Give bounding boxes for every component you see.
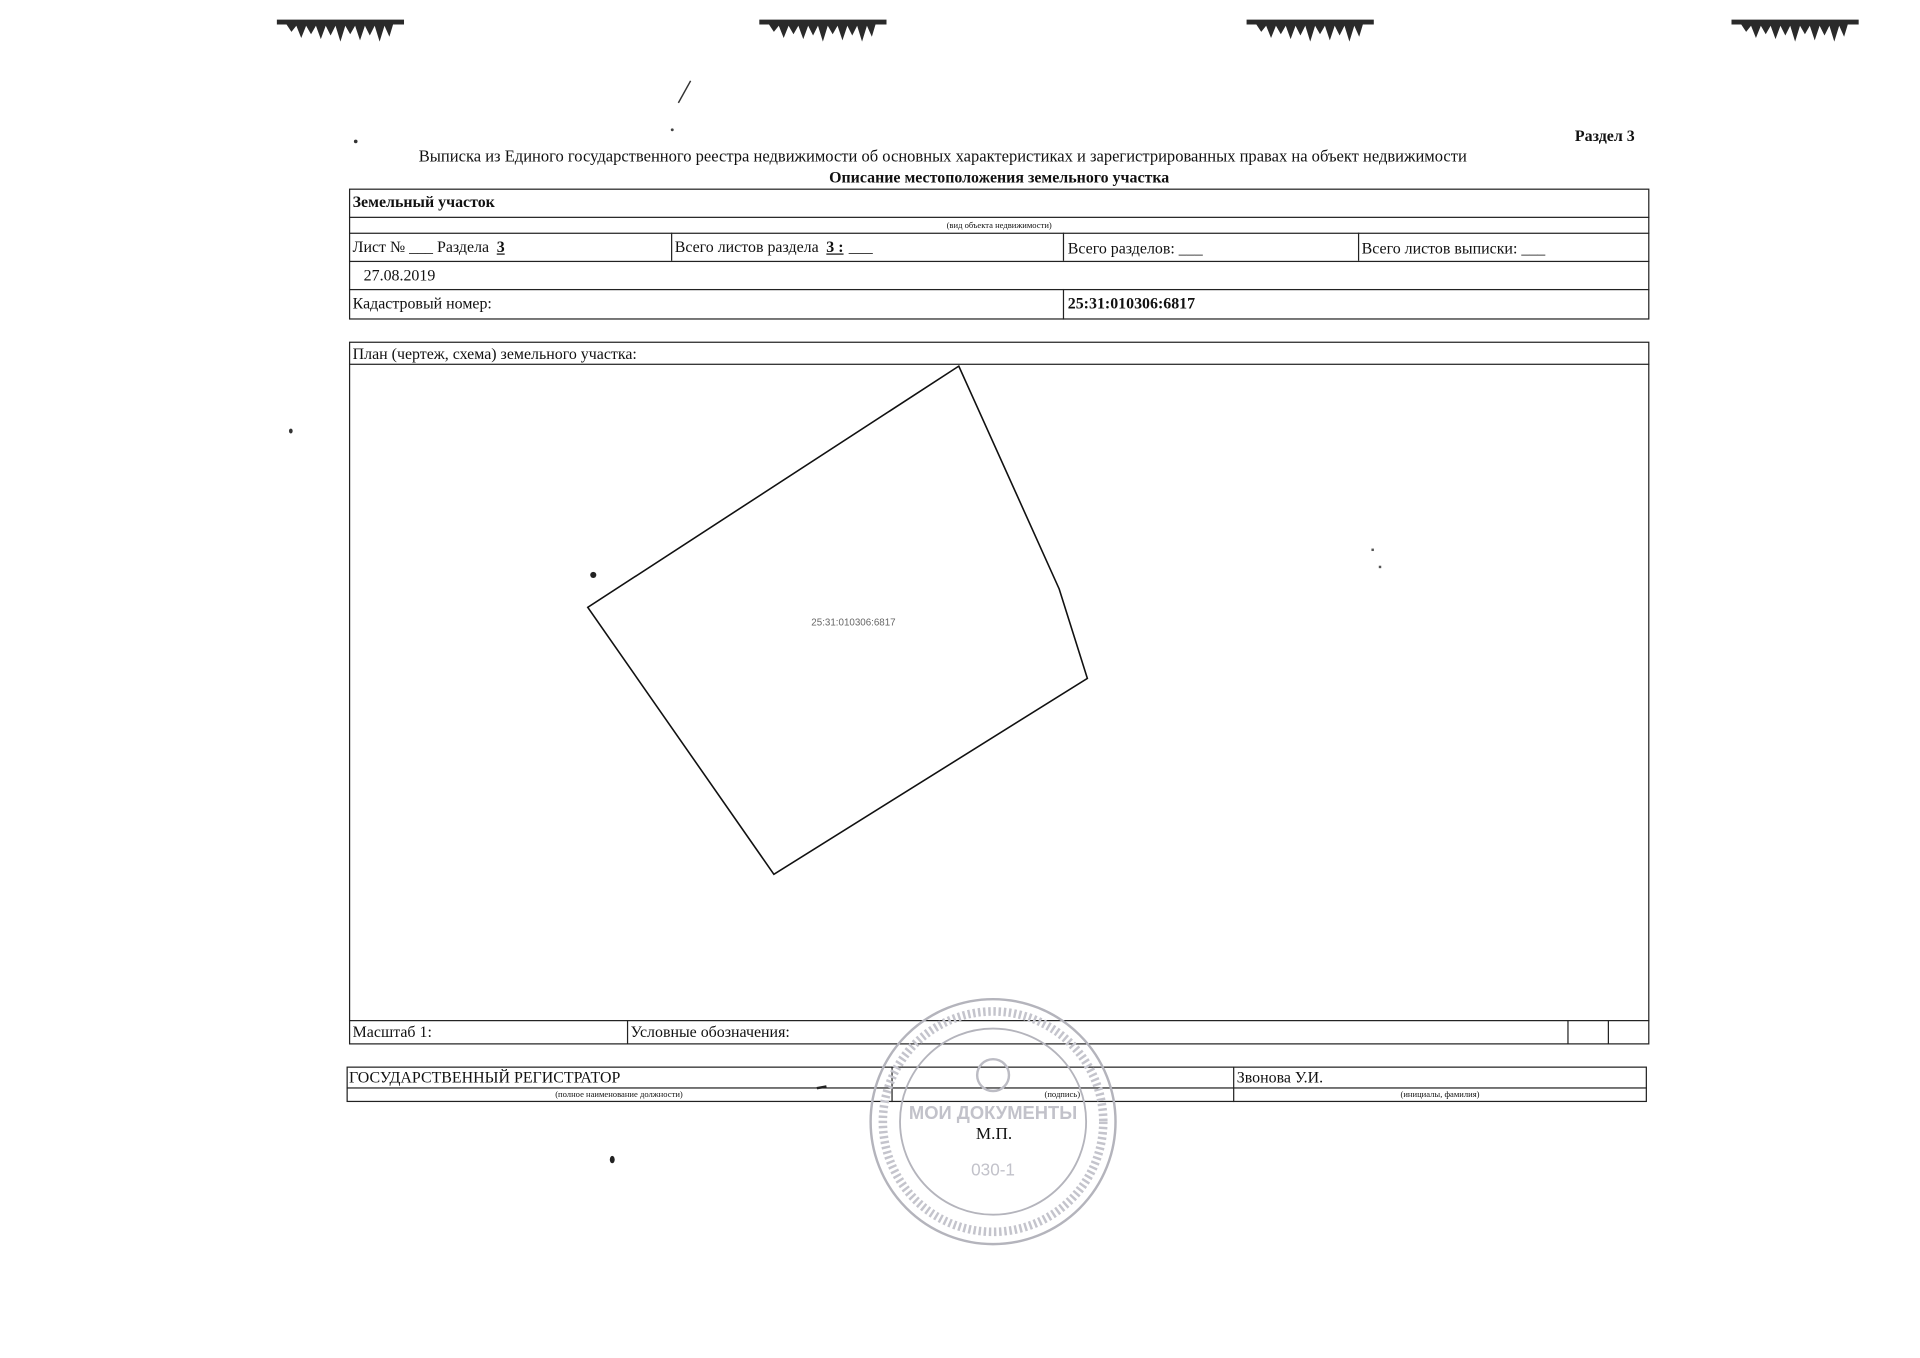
scan-artifact [759, 17, 886, 44]
plan-title: План (чертеж, схема) земельного участка: [352, 344, 637, 363]
table-rule [1063, 289, 1064, 320]
sheets-in-section-blank: ___ [848, 237, 873, 256]
scan-artifact [1731, 17, 1858, 44]
document-header: Выписка из Единого государственного реестра недвижимости об основных характеристиках и зарегистрированных правах на объект недвижимости [418, 146, 1467, 166]
official-stamp [866, 994, 1121, 1249]
parcel-label: 25:31:010306:6817 [811, 617, 896, 629]
cadastral-number: 25:31:010306:6817 [1067, 293, 1196, 313]
sheets-in-section-label: Всего листов раздела [674, 237, 819, 256]
section-number: 3 [496, 237, 505, 256]
sheets-in-section-value: 3 : [826, 237, 844, 256]
total-sheets: Всего листов выписки: ___ [1361, 238, 1546, 258]
table-rule [349, 261, 1649, 262]
scale-label: Масштаб 1: [352, 1022, 432, 1041]
total-sections: Всего разделов: ___ [1067, 238, 1203, 258]
position-caption: (полное наименование должности) [555, 1089, 683, 1100]
scan-artifact [610, 1156, 615, 1163]
table-rule [1608, 1020, 1609, 1044]
stamp-center-text: МОИ ДОКУМЕНТЫ [908, 1102, 1078, 1124]
sheet-number-label: Лист № ___ Раздела [352, 237, 490, 256]
document-date: 27.08.2019 [363, 265, 436, 285]
name-caption: (инициалы, фамилия) [1400, 1089, 1480, 1100]
table-rule [1063, 233, 1064, 261]
sheet-number [353, 239, 511, 255]
parcel-plan [349, 364, 1649, 1020]
sheets-in-section [675, 239, 873, 255]
scan-artifact [661, 76, 698, 137]
scan-artifact [354, 140, 358, 144]
registrar-position: ГОСУДАРСТВЕННЫЙ РЕГИСТРАТОР [348, 1067, 621, 1087]
scan-artifact [289, 429, 293, 434]
scan-artifact [277, 17, 404, 44]
table-rule [349, 289, 1649, 290]
legend-label: Условные обозначения: [630, 1022, 790, 1041]
table-rule [349, 217, 1649, 218]
table-rule [1358, 233, 1359, 261]
scan-artifact [1247, 17, 1374, 44]
registrar-name: Звонова У.И. [1236, 1067, 1324, 1087]
table-rule [349, 233, 1649, 234]
stamp-number: 030-1 [971, 1159, 1015, 1180]
table-rule [1567, 1020, 1568, 1044]
signature-caption: (подпись) [1044, 1089, 1081, 1100]
section-label: Раздел 3 [1574, 126, 1635, 145]
document-subtitle: Описание местоположения земельного участка [829, 167, 1170, 187]
table-rule [671, 233, 672, 261]
object-type: Земельный участок [352, 192, 495, 211]
table-rule [627, 1020, 628, 1044]
cadastral-label: Кадастровый номер: [352, 293, 492, 313]
stamp-mark: М.П. [975, 1125, 1013, 1144]
object-type-caption: (вид объекта недвижимости) [946, 220, 1052, 231]
